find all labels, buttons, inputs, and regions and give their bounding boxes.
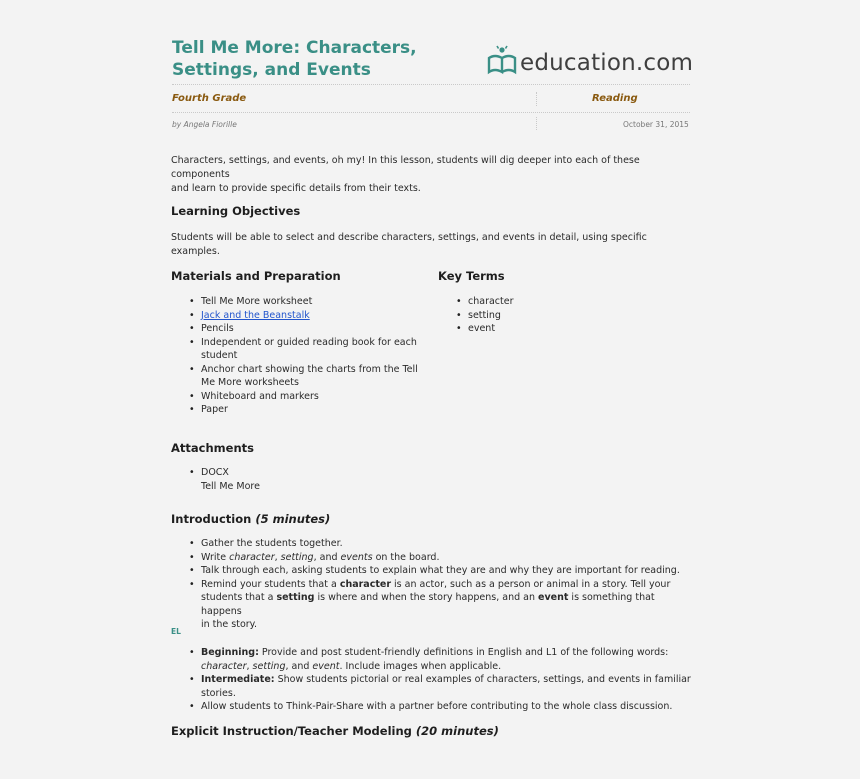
list-item: • Independent or guided reading book for each [171,336,431,350]
text-run: Write [201,551,230,563]
subject-label: Reading [592,93,638,104]
list-item: stories. [201,687,236,699]
intro-line-1: Characters, settings, and events, oh my! In this lesson, students will dig deeper into each of these components [171,155,640,180]
learning-objectives-text: Students will be able to select and describe characters, settings, and events in detail, using specific examples. [171,232,647,257]
explicit-instruction-heading [171,724,499,738]
key-terms-heading: Key Terms [438,269,505,283]
list-item: student [201,350,238,361]
list-item: • setting [438,309,638,323]
text-run: on the board. [372,551,440,563]
text-run: , and [285,660,313,672]
introduction-heading [171,512,330,526]
title-line-2: Settings, and Events [172,60,371,80]
list-item: • character [438,295,638,309]
attachment-type: • DOCX [171,466,471,480]
attachment-link[interactable]: Tell Me More [201,480,260,492]
key-terms-list [438,295,638,336]
title-line-1: Tell Me More: Characters, [172,38,417,58]
el-tag: EL [171,627,181,636]
text-run: , [274,551,281,563]
list-item: • Allow students to Think-Pair-Share with a partner before contributing to the whole class discussion. [171,700,691,714]
intro-line-2: and learn to provide specific details from their texts. [171,183,421,194]
list-item [171,673,691,687]
list-item: • Anchor chart showing the charts from the Tell [171,363,431,377]
list-item: • Gather the students together. [171,537,691,551]
education-logo[interactable] [486,44,693,76]
text-run: event [538,592,569,603]
el-list [171,646,691,714]
list-item: • Tell Me More worksheet [171,295,431,309]
introduction-heading-text: Introduction [171,512,252,526]
header-divider-middle [172,112,690,113]
intro-paragraph [171,154,691,196]
list-item [171,660,691,674]
explicit-duration: (20 minutes) [415,724,499,738]
text-run: character [201,660,247,672]
text-run: event [312,660,340,672]
list-item [171,646,691,660]
attachments-list [171,466,471,493]
text-run: character [229,551,275,563]
introduction-duration: (5 minutes) [255,512,331,526]
list-item: • Talk through each, asking students to explain what they are and why they are important for reading. [171,564,691,578]
text-run: students that a [201,592,277,603]
list-item: • Paper [171,403,431,417]
text-run: Beginning: [201,647,259,658]
introduction-list [171,537,691,632]
attachments-heading: Attachments [171,441,254,455]
list-item: • Pencils [171,322,431,336]
text-run: events [340,551,373,563]
list-item [171,578,691,592]
header-vertical-separator [536,92,537,106]
text-run: Provide and post student-friendly definitions in English and L1 of the following words: [258,647,669,658]
list-item: • Whiteboard and markers [171,390,431,404]
materials-list [171,295,431,417]
text-run: setting [252,660,286,672]
text-run: . Include images when applicable. [339,660,502,672]
list-item: in the story. [201,619,257,630]
list-item [171,309,431,323]
text-run: setting [280,551,314,563]
text-run: Intermediate: [201,674,275,685]
materials-heading: Materials and Preparation [171,269,341,283]
text-run: is something that happens [201,592,655,617]
jack-beanstalk-link[interactable]: Jack and the Beanstalk [201,309,310,321]
logo-text: education.com [520,50,694,76]
page-title [172,37,472,81]
author-label: by Angela Fiorille [172,120,237,129]
text-run: , and [313,551,341,563]
date-label: October 31, 2015 [623,120,689,129]
text-run: Remind your students that a [201,578,340,590]
explicit-heading-text: Explicit Instruction/Teacher Modeling [171,724,412,738]
text-run: character [339,578,392,590]
text-run: Show students pictorial or real examples of characters, settings, and events in familiar [274,674,691,685]
header-vertical-separator-2 [536,117,537,130]
learning-objectives-heading: Learning Objectives [171,204,301,218]
list-item: Me More worksheets [201,377,299,388]
text-run: setting [276,592,315,603]
text-run: is an actor, such as a person or animal in a story. Tell your [391,578,671,590]
text-run: , [246,660,253,672]
list-item: • event [438,322,638,336]
list-item [171,591,691,618]
text-run: is where and when the story happens, and an [314,592,539,603]
list-item [171,551,691,565]
grade-label: Fourth Grade [172,93,247,104]
header-divider-top [172,84,690,85]
book-person-icon [486,44,520,76]
